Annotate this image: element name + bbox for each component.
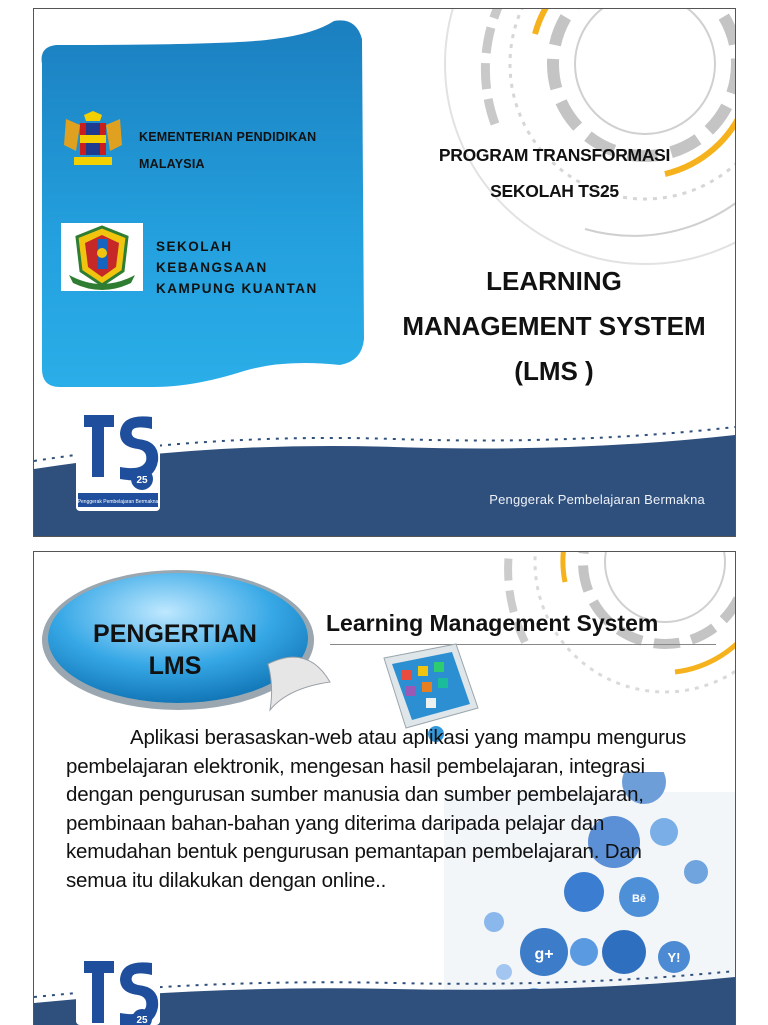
lms-heading: Learning Management System (326, 610, 659, 636)
definition-paragraph: Aplikasi berasaskan-web atau aplikasi yang mampu mengurus pembelajaran elektronik, mengesan hasil pembelajaran, integrasi dengan pengurusan sumber manusia dan sumber pembelajaran, pembinaan bahan-bahan yang diterima daripada pelajar dan kemudahan bentuk pengurusan pemantapan pembelajaran. Dan semua itu dilakukan dengan online.. (66, 726, 687, 892)
title-line-1: LEARNING (486, 266, 622, 296)
slide-definition (33, 551, 736, 1025)
tagline: Penggerak Pembelajaran Bermakna (489, 492, 705, 507)
pengertian-title (70, 618, 280, 682)
school-badge-icon (61, 223, 143, 291)
ts25-logo-caption: Penggerak Pembelajaran Bermakna (77, 499, 159, 505)
svg-text:25: 25 (136, 475, 148, 486)
program-line-2: SEKOLAH TS25 (490, 181, 619, 201)
ministry-line-2: MALAYSIA (139, 157, 205, 171)
svg-text:25: 25 (136, 1015, 148, 1025)
school-line-3: KAMPUNG KUANTAN (156, 281, 318, 296)
ministry-line-1: KEMENTERIAN PENDIDIKAN (139, 130, 317, 144)
title-line-2: MANAGEMENT SYSTEM (402, 311, 706, 341)
slide-title (33, 8, 736, 537)
bubble-line-2: LMS (148, 652, 202, 680)
title-line-3: (LMS ) (514, 356, 594, 386)
ts25-logo-icon (76, 953, 160, 1025)
lms-title (364, 259, 736, 394)
svg-text:Y!: Y! (667, 950, 681, 965)
school-line-2: KEBANGSAAN (156, 260, 268, 275)
school-name (156, 236, 318, 299)
program-line-1: PROGRAM TRANSFORMASI (438, 145, 671, 165)
bubble-line-1: PENGERTIAN (93, 620, 257, 648)
lms-definition-text (66, 724, 706, 895)
ts25-logo-icon (76, 407, 160, 511)
school-line-1: SEKOLAH (156, 239, 233, 254)
ministry-name (139, 124, 316, 178)
svg-text:g+: g+ (534, 946, 554, 963)
blue-banner-panel (34, 9, 374, 399)
program-title (374, 137, 735, 209)
ministry-crest-icon (56, 111, 130, 173)
svg-text:Bē: Bē (631, 893, 647, 905)
